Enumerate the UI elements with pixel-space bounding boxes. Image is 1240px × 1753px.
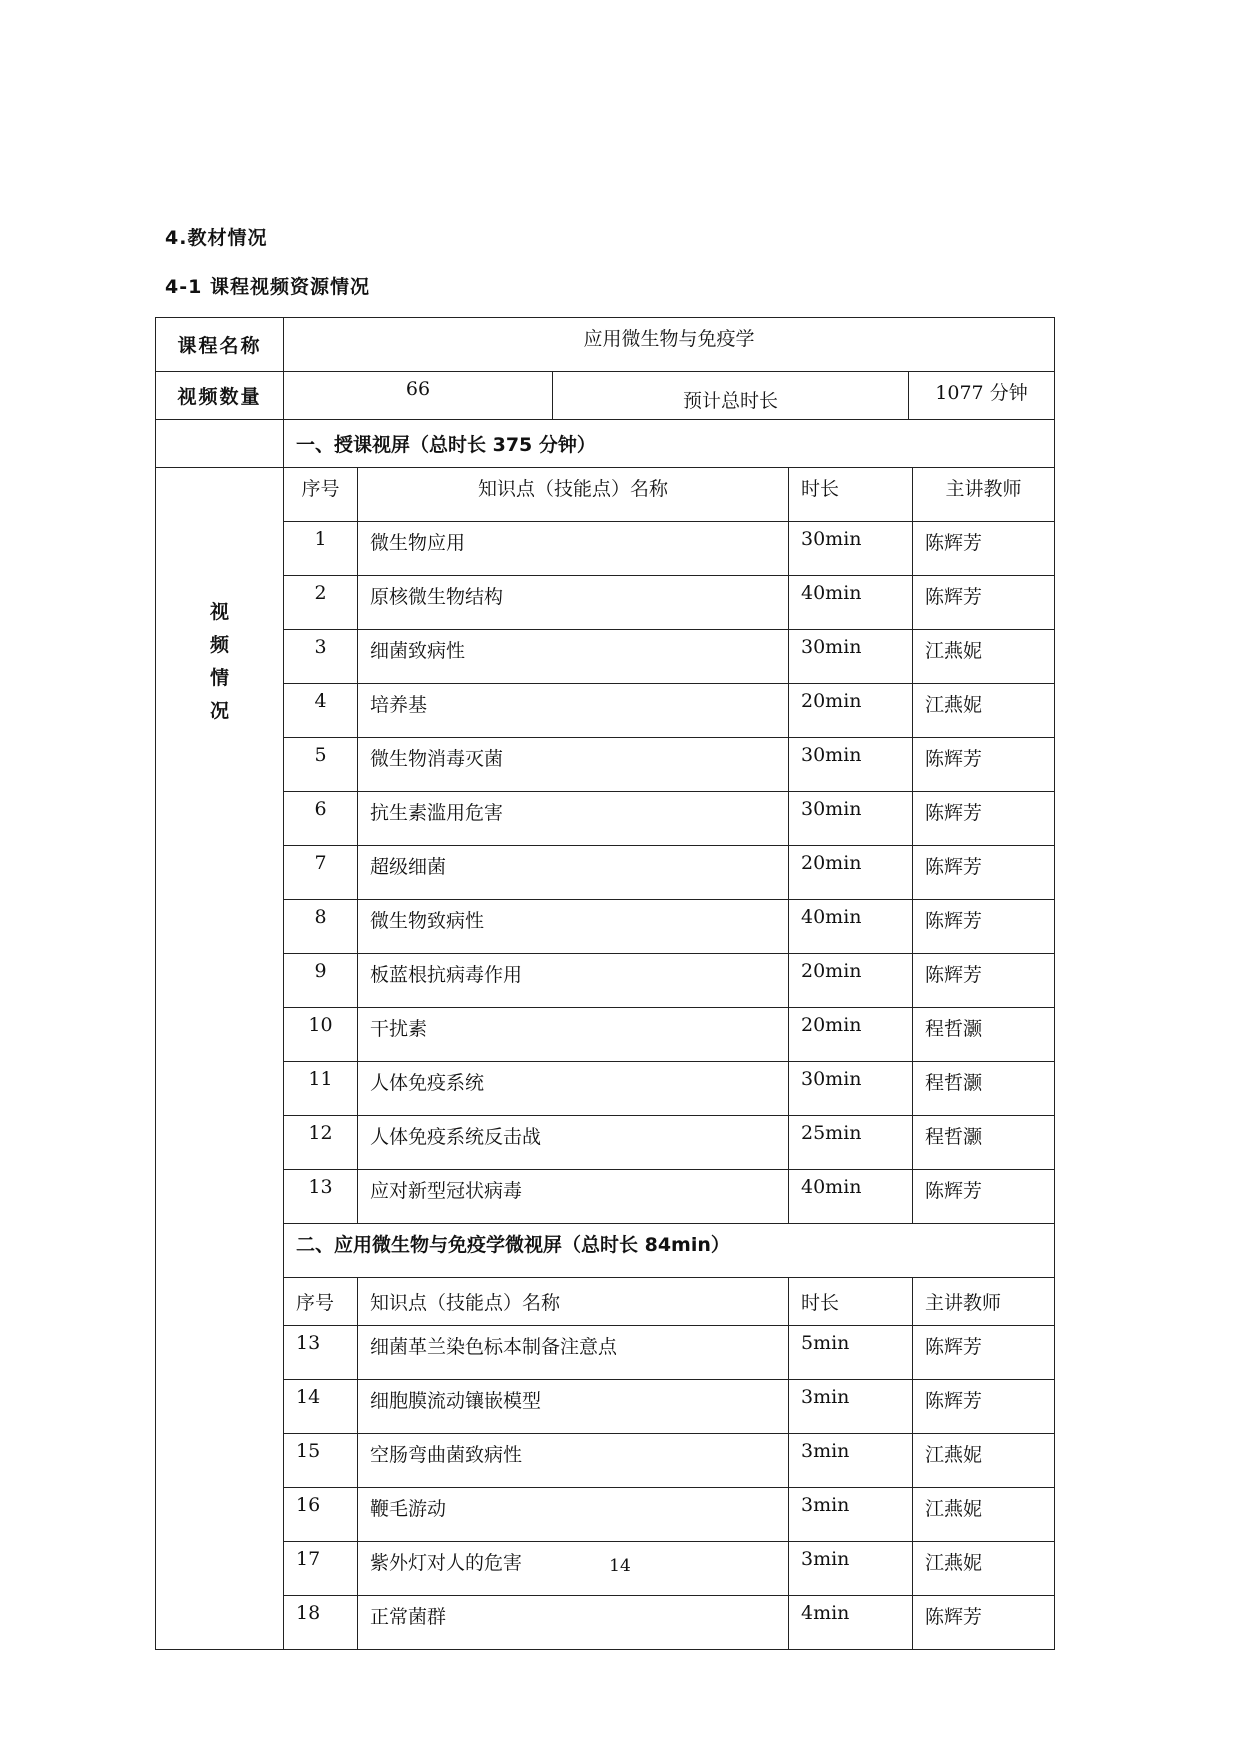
course-name-label: 课程名称	[156, 318, 284, 372]
table-cell: 10	[284, 1008, 358, 1062]
part2-header-row	[156, 1278, 1055, 1326]
part2-title-row	[156, 1224, 1055, 1278]
table-cell: 微生物致病性	[358, 900, 789, 954]
table-cell: 陈辉芳	[913, 522, 1055, 576]
table-row	[156, 738, 1055, 792]
table-cell: 细菌革兰染色标本制备注意点	[358, 1326, 789, 1380]
page-number: 14	[609, 1556, 631, 1576]
table-row	[156, 630, 1055, 684]
section-heading: 4.教材情况	[165, 227, 268, 249]
table-cell: 14	[284, 1380, 358, 1434]
table-cell: 9	[284, 954, 358, 1008]
part2-header-2: 时长	[789, 1278, 913, 1326]
table-cell: 17	[284, 1542, 358, 1596]
table-cell: 细菌致病性	[358, 630, 789, 684]
part2-title: 二、应用微生物与免疫学微视屏（总时长 84min）	[284, 1224, 1055, 1278]
table-cell: 陈辉芳	[913, 738, 1055, 792]
table-row	[156, 1170, 1055, 1224]
table-row	[156, 1326, 1055, 1380]
table-cell: 30min	[789, 522, 913, 576]
part2-header-3: 主讲教师	[913, 1278, 1055, 1326]
table-cell: 微生物消毒灭菌	[358, 738, 789, 792]
table-cell: 板蓝根抗病毒作用	[358, 954, 789, 1008]
table-cell: 抗生素滥用危害	[358, 792, 789, 846]
table-cell: 20min	[789, 846, 913, 900]
table-cell: 5min	[789, 1326, 913, 1380]
sub-heading: 4-1 课程视频资源情况	[165, 276, 370, 298]
table-cell: 30min	[789, 1062, 913, 1116]
course-name-value: 应用微生物与免疫学	[284, 318, 1055, 372]
part2-header-0: 序号	[284, 1278, 358, 1326]
table-cell: 陈辉芳	[913, 576, 1055, 630]
table-cell: 3min	[789, 1380, 913, 1434]
table-row	[156, 792, 1055, 846]
table-cell: 空肠弯曲菌致病性	[358, 1434, 789, 1488]
table-row	[156, 1380, 1055, 1434]
side-label-char: 况	[209, 700, 229, 722]
table-cell: 陈辉芳	[913, 1380, 1055, 1434]
table-row	[156, 522, 1055, 576]
table-cell: 1	[284, 522, 358, 576]
video-status-label	[156, 468, 284, 1650]
table-cell: 18	[284, 1596, 358, 1650]
part1-header-row	[156, 468, 1055, 522]
table-cell: 2	[284, 576, 358, 630]
table-cell: 40min	[789, 1170, 913, 1224]
table-cell: 20min	[789, 954, 913, 1008]
table-cell: 陈辉芳	[913, 1170, 1055, 1224]
video-count-value: 66	[284, 372, 553, 419]
table-cell: 15	[284, 1434, 358, 1488]
table-row	[156, 954, 1055, 1008]
table-cell: 江燕妮	[913, 1488, 1055, 1542]
part1-header-1: 知识点（技能点）名称	[358, 468, 789, 522]
video-count-label: 视频数量	[156, 372, 284, 420]
count-duration-group	[284, 372, 1055, 420]
part1-title-row	[156, 420, 1055, 468]
table-cell: 30min	[789, 792, 913, 846]
table-cell: 4	[284, 684, 358, 738]
table-row	[156, 846, 1055, 900]
table-cell: 12	[284, 1116, 358, 1170]
table-cell: 20min	[789, 684, 913, 738]
table-row	[156, 1488, 1055, 1542]
table-cell: 细胞膜流动镶嵌模型	[358, 1380, 789, 1434]
table-cell: 江燕妮	[913, 1434, 1055, 1488]
table-cell: 江燕妮	[913, 1542, 1055, 1596]
table-cell: 应对新型冠状病毒	[358, 1170, 789, 1224]
table-cell: 微生物应用	[358, 522, 789, 576]
table-cell: 人体免疫系统反击战	[358, 1116, 789, 1170]
part1-header-2: 时长	[789, 468, 913, 522]
table-cell: 30min	[789, 738, 913, 792]
table-cell: 4min	[789, 1596, 913, 1650]
side-label-char: 频	[209, 634, 229, 656]
video-resource-table	[155, 317, 1055, 1650]
table-cell: 8	[284, 900, 358, 954]
table-cell: 30min	[789, 630, 913, 684]
table-cell: 陈辉芳	[913, 846, 1055, 900]
course-name-row	[156, 318, 1055, 372]
table-cell: 3min	[789, 1542, 913, 1596]
table-cell: 陈辉芳	[913, 1326, 1055, 1380]
part1-title: 一、授课视屏（总时长 375 分钟）	[284, 420, 1055, 468]
side-label-char: 视	[209, 601, 229, 623]
table-cell: 人体免疫系统	[358, 1062, 789, 1116]
table-row	[156, 1434, 1055, 1488]
table-row	[156, 1116, 1055, 1170]
table-cell: 3min	[789, 1434, 913, 1488]
table-cell: 25min	[789, 1116, 913, 1170]
table-cell: 程哲灏	[913, 1008, 1055, 1062]
table-cell: 原核微生物结构	[358, 576, 789, 630]
empty-cell	[156, 420, 284, 468]
table-cell: 40min	[789, 576, 913, 630]
table-cell: 程哲灏	[913, 1062, 1055, 1116]
table-cell: 3min	[789, 1488, 913, 1542]
part2-header-1: 知识点（技能点）名称	[358, 1278, 789, 1326]
video-count-row	[156, 372, 1055, 420]
total-duration-label: 预计总时长	[553, 372, 909, 419]
table-row	[156, 900, 1055, 954]
table-cell: 正常菌群	[358, 1596, 789, 1650]
table-cell: 陈辉芳	[913, 792, 1055, 846]
table-row	[156, 1008, 1055, 1062]
part1-header-3: 主讲教师	[913, 468, 1055, 522]
table-cell: 超级细菌	[358, 846, 789, 900]
side-label-spacer	[156, 468, 283, 596]
table-cell: 5	[284, 738, 358, 792]
table-cell: 3	[284, 630, 358, 684]
table-cell: 13	[284, 1170, 358, 1224]
table-cell: 40min	[789, 900, 913, 954]
table-cell: 江燕妮	[913, 684, 1055, 738]
table-cell: 13	[284, 1326, 358, 1380]
side-label-char: 情	[209, 667, 229, 689]
table-cell: 陈辉芳	[913, 1596, 1055, 1650]
table-row	[156, 576, 1055, 630]
table-cell: 紫外灯对人的危害	[358, 1542, 789, 1596]
table-cell: 程哲灏	[913, 1116, 1055, 1170]
table-cell: 6	[284, 792, 358, 846]
table-cell: 江燕妮	[913, 630, 1055, 684]
table-cell: 干扰素	[358, 1008, 789, 1062]
table-body	[156, 318, 1055, 1650]
table-row	[156, 1596, 1055, 1650]
part1-header-0: 序号	[284, 468, 358, 522]
table-cell: 培养基	[358, 684, 789, 738]
table-cell: 陈辉芳	[913, 900, 1055, 954]
table-cell: 20min	[789, 1008, 913, 1062]
table-cell: 16	[284, 1488, 358, 1542]
table-row	[156, 684, 1055, 738]
total-duration-value: 1077 分钟	[935, 382, 1028, 404]
table-cell: 11	[284, 1062, 358, 1116]
table-row	[156, 1062, 1055, 1116]
table-cell: 鞭毛游动	[358, 1488, 789, 1542]
table-cell: 7	[284, 846, 358, 900]
table-cell: 陈辉芳	[913, 954, 1055, 1008]
